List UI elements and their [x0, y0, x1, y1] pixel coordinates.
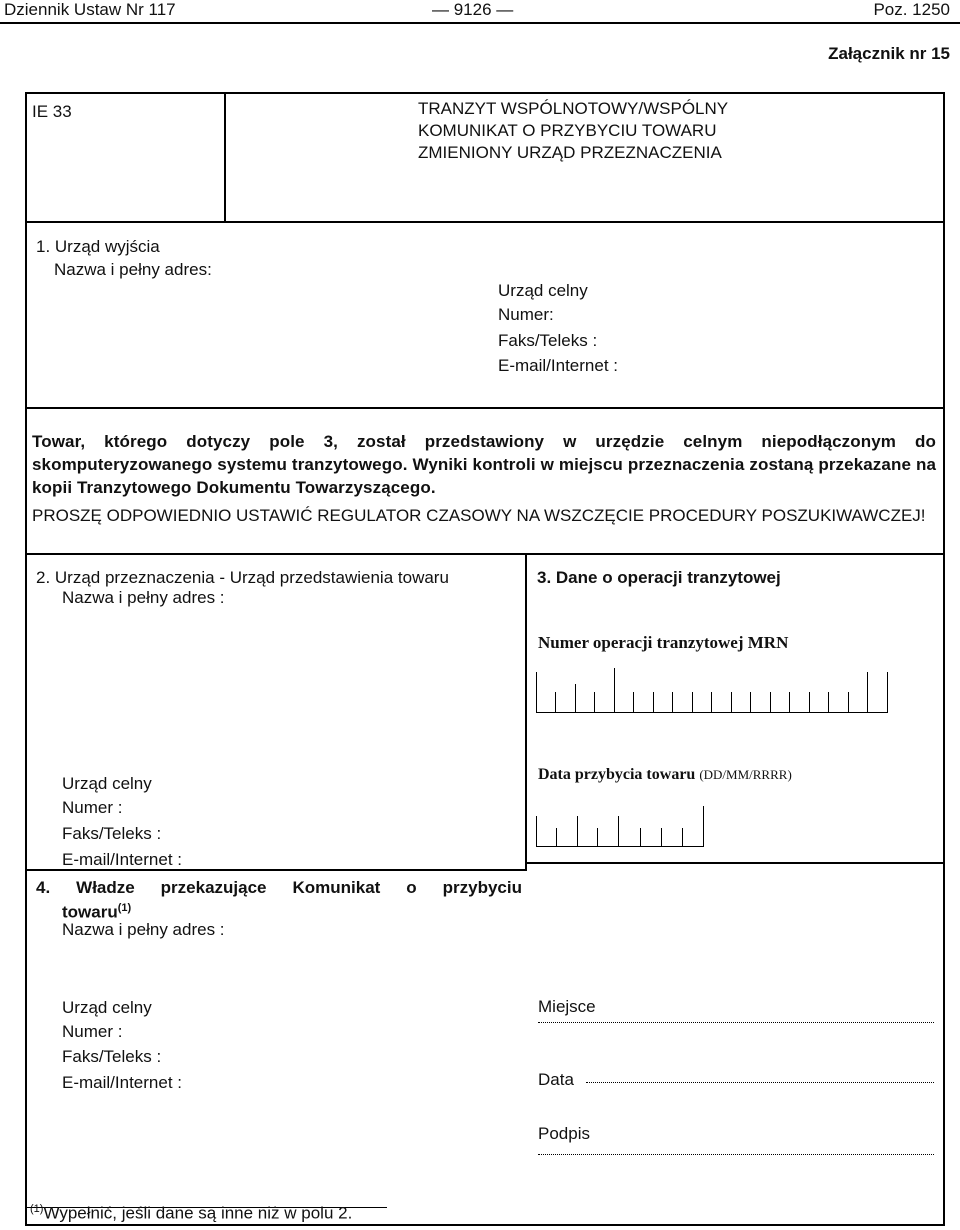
- column-divider: [525, 555, 527, 871]
- signature-field[interactable]: [538, 1154, 934, 1155]
- section4-name-label: Nazwa i pełny adres :: [62, 920, 225, 939]
- section1-number-label: Numer:: [498, 305, 554, 324]
- title-divider: [224, 92, 226, 222]
- notice-warning: PROSZĘ ODPOWIEDNIO USTAWIĆ REGULATOR CZASOWY NA WSZCZĘCIE PROCEDURY POSZUKIWAWCZEJ!: [32, 506, 926, 525]
- box3-bottom-rule: [527, 862, 945, 864]
- section4-office-label: Urząd celny: [62, 998, 152, 1017]
- arrival-date-comb[interactable]: [536, 800, 704, 847]
- form-title-line: KOMUNIKAT O PRZYBYCIU TOWARU: [418, 121, 717, 140]
- section1-email-label: E-mail/Internet :: [498, 356, 618, 375]
- arrival-date-label: [538, 766, 792, 784]
- journal-title: Dziennik Ustaw Nr 117: [4, 0, 176, 19]
- section2-title: 2. Urząd przeznaczenia - Urząd przedstawienia towaru: [36, 568, 449, 587]
- section4-fax-label: Faks/Teleks :: [62, 1047, 162, 1066]
- page-number: — 9126 —: [432, 0, 514, 19]
- section1-fax-label: Faks/Teleks :: [498, 331, 598, 350]
- header-rule: [0, 22, 960, 24]
- notice-text: Towar, którego dotyczy pole 3, został przedstawiony w urzędzie celnym niepodłączonym do skomputeryzowanego systemu tranzytowego. Wyniki kontroli w miejscu przeznaczenia zostaną przekazane na kopii Tranzytowego Dokumentu Towarzyszącego.: [32, 432, 936, 497]
- form-title-line: ZMIENIONY URZĄD PRZEZNACZENIA: [418, 143, 722, 162]
- form-title: [418, 98, 728, 164]
- mrn-input-comb[interactable]: [536, 668, 888, 713]
- form-code: IE 33: [32, 102, 72, 121]
- section1-office-label: Urząd celny: [498, 281, 588, 300]
- section4-number-label: Numer :: [62, 1022, 123, 1041]
- section2-number-label: Numer :: [62, 798, 123, 817]
- row-divider: [25, 407, 945, 409]
- arrival-date-title: Data przybycia towaru: [538, 766, 696, 783]
- section2-name-label: Nazwa i pełny adres :: [62, 588, 225, 607]
- section2-fax-label: Faks/Teleks :: [62, 824, 162, 843]
- footnote-text: Wypełnić, jeśli dane są inne niż w polu 2.: [43, 1203, 353, 1223]
- row-divider: [25, 553, 945, 555]
- footnote: [30, 1203, 352, 1224]
- section2-office-label: Urząd celny: [62, 774, 152, 793]
- signature-label: Podpis: [538, 1124, 590, 1143]
- section2-email-label: E-mail/Internet :: [62, 850, 182, 869]
- date-label: Data: [538, 1070, 574, 1089]
- position-number: Poz. 1250: [873, 0, 950, 19]
- footnote-marker: (1): [30, 1203, 44, 1215]
- place-field[interactable]: [538, 1022, 934, 1023]
- section1-name-label: Nazwa i pełny adres:: [54, 260, 212, 279]
- annex-label: Załącznik nr 15: [828, 44, 950, 63]
- row-divider: [25, 221, 945, 223]
- section3-title: 3. Dane o operacji tranzytowej: [537, 568, 781, 587]
- mrn-label: Numer operacji tranzytowej MRN: [538, 633, 789, 652]
- section4-email-label: E-mail/Internet :: [62, 1073, 182, 1092]
- section4-title-word: towaru: [62, 902, 118, 922]
- date-field[interactable]: [586, 1082, 934, 1083]
- form-title-line: TRANZYT WSPÓLNOTOWY/WSPÓLNY: [418, 99, 729, 118]
- section4-footnote-ref: (1): [117, 902, 132, 914]
- section1-title: 1. Urząd wyjścia: [36, 237, 160, 256]
- section4-title: 4. Władze przekazujące Komunikat o przybyciu: [36, 878, 522, 897]
- arrival-date-format: (DD/MM/RRRR): [699, 767, 792, 782]
- place-label: Miejsce: [538, 997, 596, 1016]
